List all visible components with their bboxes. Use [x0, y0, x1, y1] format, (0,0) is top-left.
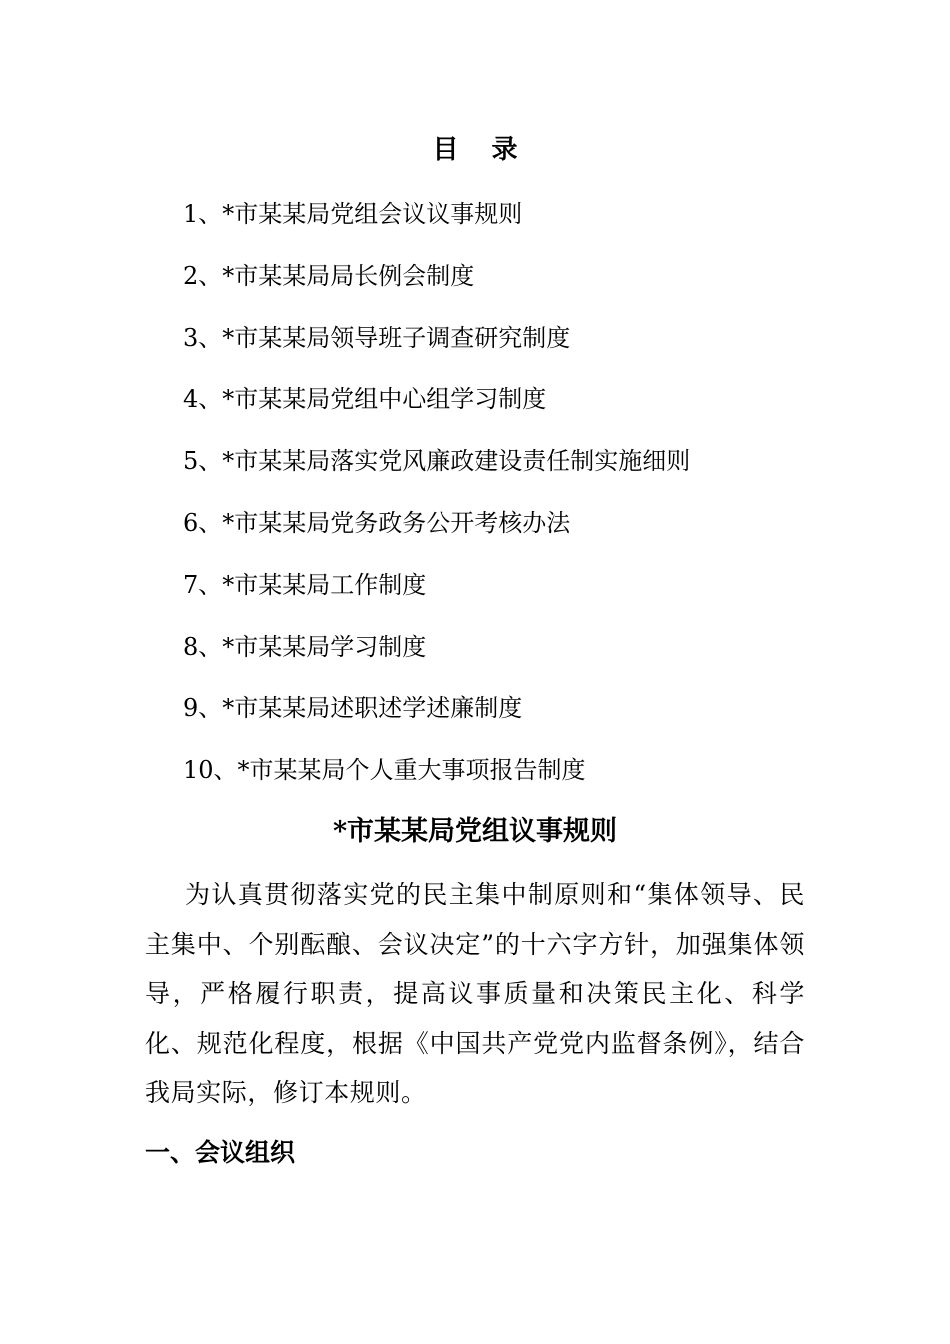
toc-title: 目 录: [432, 135, 530, 165]
document-title: *市某某局党组议事规则: [332, 816, 618, 847]
section-heading: 一、会议组织: [145, 1138, 296, 1167]
toc-item-8: 8、*市某某局学习制度: [183, 632, 427, 661]
intro-paragraph: 为认真贯彻落实党的民主集中制原则和“集体领导、民主集中、个别酝酿、会议决定”的十六字方针，加强集体领导，严格履行职责，提高议事质量和决策民主化、科学化、规范化程度，根据《中国共产党党内监督条例》，结合我局实际，修订本规则。: [145, 880, 805, 1107]
toc-item-6: 6、*市某某局党务政务公开考核办法: [183, 508, 571, 537]
toc-item-1: 1、*市某某局党组会议议事规则: [183, 200, 523, 228]
toc-item-10: 10、*市某某局个人重大事项报告制度: [183, 756, 586, 785]
toc-item-2: 2、*市某某局局长例会制度: [183, 261, 475, 290]
toc-item-7: 7、*市某某局工作制度: [183, 570, 427, 599]
toc-item-4: 4、*市某某局党组中心组学习制度: [183, 385, 547, 414]
toc-item-9: 9、*市某某局述职述学述廉制度: [183, 694, 523, 723]
toc-item-5: 5、*市某某局落实党风廉政建设责任制实施细则: [183, 447, 691, 476]
toc-item-3: 3、*市某某局领导班子调查研究制度: [183, 323, 571, 352]
toc-list: [183, 196, 690, 814]
